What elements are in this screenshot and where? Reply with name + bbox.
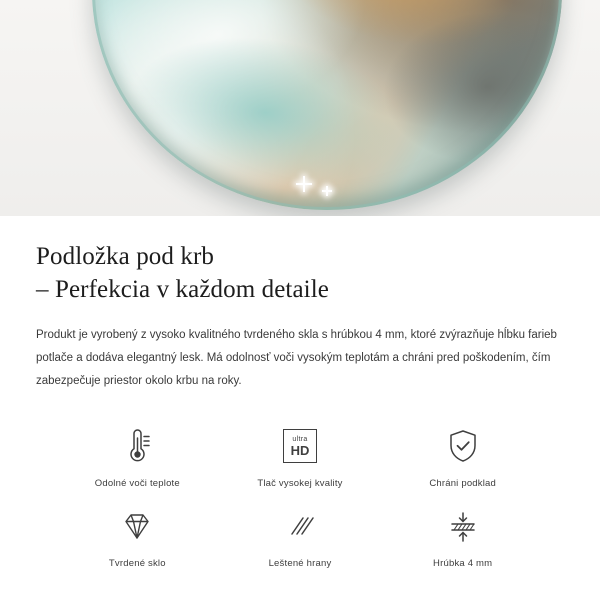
feature-item	[219, 423, 382, 489]
ultra-hd-badge-top: ultra	[292, 435, 308, 443]
feature-item	[381, 423, 544, 489]
feature-label: Leštené hrany	[268, 558, 332, 569]
page-title	[36, 240, 564, 306]
ultra-hd-badge-bottom: HD	[290, 442, 310, 458]
polished-edges-icon	[278, 503, 322, 549]
headline-line-2: – Perfekcia v každom detaile	[36, 276, 329, 303]
feature-item	[219, 503, 382, 569]
diamond-icon	[115, 503, 159, 549]
feature-label: Tvrdené sklo	[108, 558, 166, 569]
feature-item	[56, 423, 219, 489]
headline-line-1: Podložka pod krb	[36, 243, 214, 270]
feature-grid	[36, 423, 564, 569]
feature-label: Chráni podklad	[429, 478, 497, 489]
ultra-hd-icon	[283, 423, 317, 469]
feature-item	[381, 503, 544, 569]
feature-label: Tlač vysokej kvality	[257, 478, 343, 489]
thickness-icon	[441, 503, 485, 549]
feature-label: Odolné voči teplote	[94, 478, 180, 489]
content-area	[0, 216, 600, 569]
feature-label: Hrúbka 4 mm	[433, 558, 493, 569]
feature-item	[56, 503, 219, 569]
shield-check-icon	[441, 423, 485, 469]
hero-image	[0, 0, 600, 216]
thermometer-icon	[115, 423, 159, 469]
description-paragraph: Produkt je vyrobený z vysoko kvalitného tvrdeného skla s hrúbkou 4 mm, ktoré zvýrazňuje hĺbku farieb potlače a dodáva elegantný lesk. Má odolnosť voči vysokým teplotám a chráni pred poškodením, čím zabezpečuje priestor okolo krbu na roky.	[36, 329, 557, 387]
